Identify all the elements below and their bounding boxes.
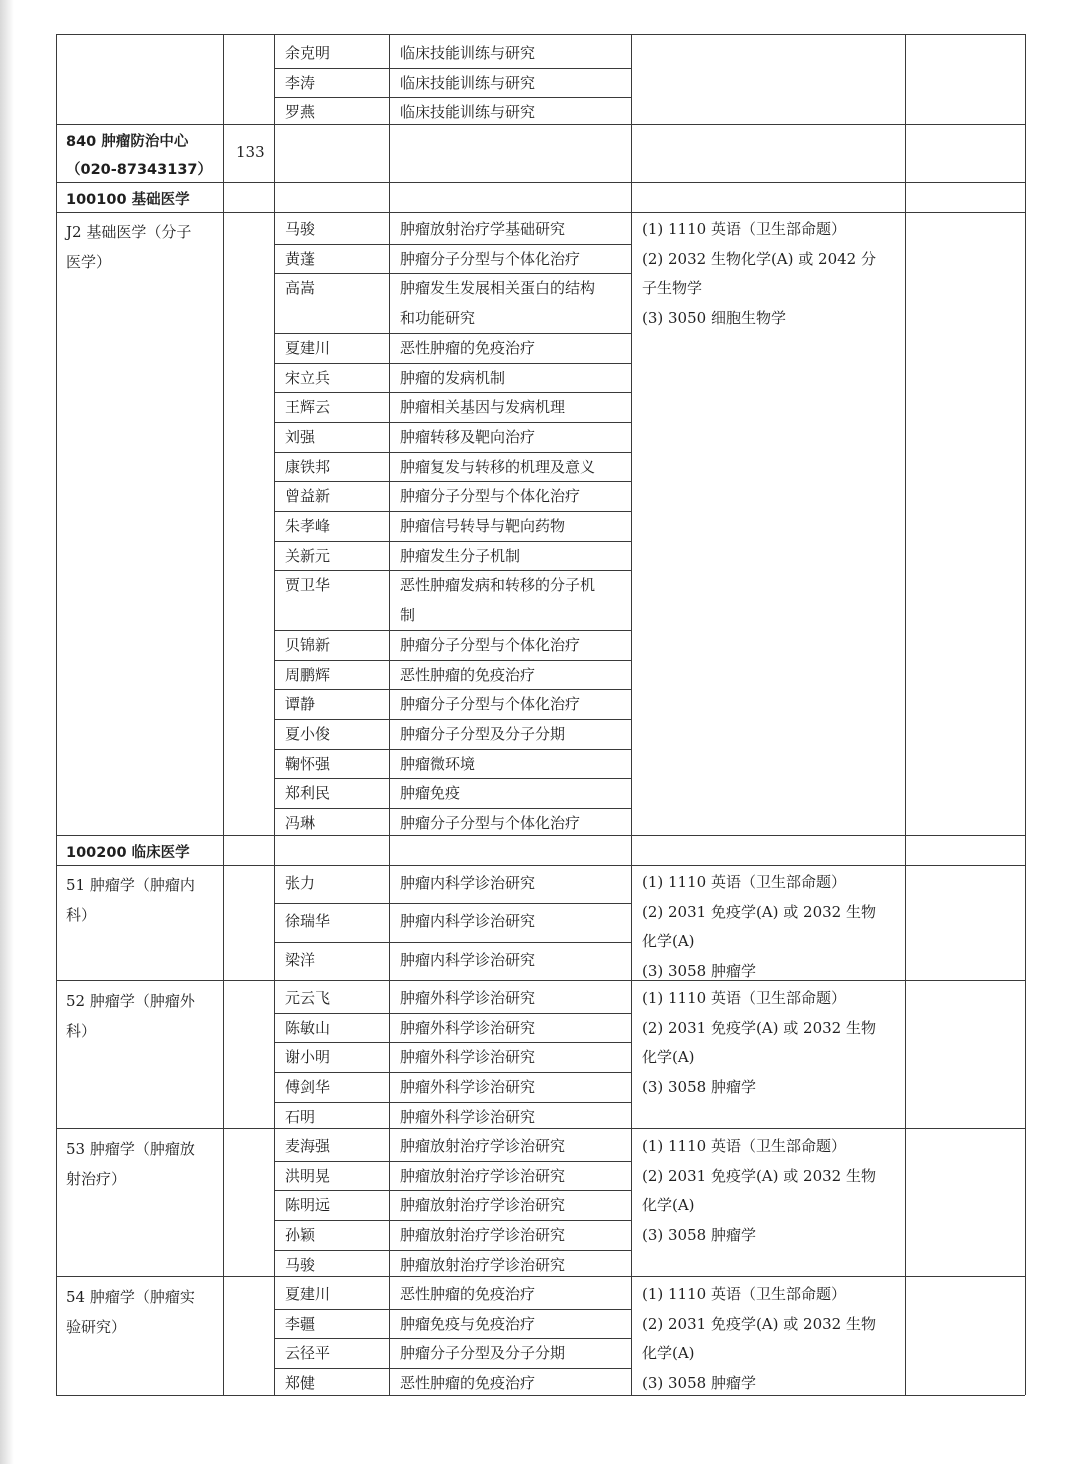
major-name: J2 基础医学（分子 — [66, 223, 192, 241]
major-name: 科） — [66, 1021, 97, 1040]
exam-subject: 子生物学 — [642, 279, 703, 298]
tutor-name: 曾益新 — [285, 487, 331, 506]
research-direction: 肿瘤放射治疗学诊治研究 — [400, 1166, 566, 1185]
tutor-name: 夏建川 — [285, 1285, 331, 1303]
research-direction: 肿瘤分子分型与个体化治疗 — [400, 249, 581, 268]
exam-subject: (3) 3058 肿瘤学 — [642, 1226, 756, 1245]
exam-subject: (1) 1110 英语（卫生部命题） — [642, 220, 846, 238]
tutor-name: 徐瑞华 — [285, 912, 331, 930]
major-name: 52 肿瘤学（肿瘤外 — [66, 992, 195, 1010]
tutor-name: 王辉云 — [285, 398, 331, 417]
exam-subject: (3) 3050 细胞生物学 — [642, 309, 786, 328]
tutor-name: 宋立兵 — [285, 368, 331, 387]
research-direction: 肿瘤复发与转移的机理及意义 — [400, 457, 596, 476]
research-direction: 肿瘤转移及靶向治疗 — [400, 427, 536, 446]
tutor-name: 贾卫华 — [285, 576, 331, 595]
tutor-name: 关新元 — [285, 546, 331, 565]
tutor-name: 石明 — [285, 1107, 316, 1126]
major-name: 科） — [66, 905, 97, 924]
column-rule-1 — [223, 34, 224, 1395]
exam-subject: (2) 2032 生物化学(A) 或 2042 分 — [642, 249, 876, 268]
tutor-name: 马骏 — [285, 1255, 316, 1274]
research-direction: 恶性肿瘤的免疫治疗 — [400, 338, 536, 357]
research-direction: 肿瘤分子分型与个体化治疗 — [400, 814, 581, 832]
research-direction: 肿瘤放射治疗学诊治研究 — [400, 1137, 566, 1155]
exam-subject: (1) 1110 英语（卫生部命题） — [642, 1285, 846, 1303]
center-phone: （020-87343137） — [66, 162, 212, 178]
tutor-name: 马骏 — [285, 220, 316, 238]
research-direction: 肿瘤免疫与免疫治疗 — [400, 1314, 536, 1333]
research-direction: 肿瘤外科学诊治研究 — [400, 1048, 536, 1067]
exam-subject: 化学(A) — [642, 1344, 695, 1363]
exam-subject: 化学(A) — [642, 932, 695, 951]
exam-subject: (3) 3058 肿瘤学 — [642, 1078, 756, 1097]
exam-subject: 化学(A) — [642, 1196, 695, 1215]
tutor-name: 李疆 — [285, 1314, 316, 1333]
exam-subject: (1) 1110 英语（卫生部命题） — [642, 989, 846, 1007]
research-direction: 肿瘤信号转导与靶向药物 — [400, 517, 566, 535]
section-rule — [56, 865, 1025, 866]
research-direction: 肿瘤内科学诊治研究 — [400, 874, 536, 892]
exam-subject: (3) 3058 肿瘤学 — [642, 1374, 756, 1393]
tutor-name: 梁洋 — [285, 951, 316, 969]
research-direction: 肿瘤分子分型与个体化治疗 — [400, 487, 581, 506]
tutor-name: 麦海强 — [285, 1137, 331, 1155]
research-direction: 肿瘤放射治疗学基础研究 — [400, 220, 566, 238]
research-direction: 肿瘤放射治疗学诊治研究 — [400, 1255, 566, 1274]
tutor-name: 郑利民 — [285, 784, 331, 803]
section-rule — [56, 124, 1025, 125]
tutor-name: 黄蓬 — [285, 249, 316, 268]
tutor-name: 谢小明 — [285, 1048, 331, 1067]
tutor-name: 谭静 — [285, 695, 316, 714]
research-direction: 肿瘤外科学诊治研究 — [400, 1018, 536, 1037]
tutor-name: 夏建川 — [285, 338, 331, 357]
research-direction: 制 — [400, 606, 416, 625]
tutor-name: 孙颖 — [285, 1226, 316, 1245]
table-bottom-rule — [56, 1395, 1025, 1396]
research-direction: 肿瘤分子分型及分子分期 — [400, 724, 566, 743]
exam-subject: 化学(A) — [642, 1048, 695, 1067]
tutor-name: 高嵩 — [285, 279, 316, 298]
tutor-name: 陈明远 — [285, 1196, 331, 1215]
exam-subject: (2) 2031 免疫学(A) 或 2032 生物 — [642, 1166, 876, 1185]
research-direction: 恶性肿瘤发病和转移的分子机 — [400, 576, 596, 595]
tutor-name: 冯琳 — [285, 814, 316, 832]
tutor-name: 洪明晃 — [285, 1166, 331, 1185]
major-name: 54 肿瘤学（肿瘤实 — [66, 1288, 195, 1306]
tutor-name: 云径平 — [285, 1344, 331, 1363]
tutor-name: 傅剑华 — [285, 1078, 331, 1097]
exam-subject: (1) 1110 英语（卫生部命题） — [642, 1137, 846, 1155]
research-direction: 恶性肿瘤的免疫治疗 — [400, 1285, 536, 1303]
tutor-name: 鞠怀强 — [285, 754, 331, 773]
exam-subject: (2) 2031 免疫学(A) 或 2032 生物 — [642, 902, 876, 921]
tutor-name: 贝锦新 — [285, 635, 331, 654]
tutor-name: 元云飞 — [285, 989, 331, 1007]
tutor-name: 余克明 — [285, 44, 331, 62]
major-heading: 100100 基础医学 — [66, 192, 190, 208]
center-name: 840 肿瘤防治中心 — [66, 134, 189, 150]
major-name: 51 肿瘤学（肿瘤内 — [66, 876, 195, 894]
research-direction: 肿瘤外科学诊治研究 — [400, 1107, 536, 1126]
major-heading: 100200 临床医学 — [66, 845, 190, 861]
tutor-row-rule — [274, 903, 631, 904]
tutor-name: 陈敏山 — [285, 1018, 331, 1037]
major-name: 射治疗） — [66, 1169, 127, 1188]
research-direction: 肿瘤的发病机制 — [400, 368, 506, 387]
major-name: 53 肿瘤学（肿瘤放 — [66, 1140, 195, 1158]
tutor-name: 刘强 — [285, 427, 316, 446]
research-direction: 肿瘤免疫 — [400, 784, 461, 803]
major-name: 验研究） — [66, 1317, 127, 1336]
research-direction: 和功能研究 — [400, 309, 476, 328]
research-direction: 恶性肿瘤的免疫治疗 — [400, 665, 536, 684]
column-rule-5 — [905, 34, 906, 1395]
research-direction: 恶性肿瘤的免疫治疗 — [400, 1374, 536, 1393]
tutor-row-rule — [274, 942, 631, 943]
section-rule — [56, 980, 1025, 981]
research-direction: 肿瘤内科学诊治研究 — [400, 951, 536, 969]
research-direction: 肿瘤微环境 — [400, 754, 476, 773]
enrollment-count: 133 — [236, 143, 265, 161]
research-direction: 肿瘤外科学诊治研究 — [400, 1078, 536, 1097]
research-direction: 肿瘤发生发展相关蛋白的结构 — [400, 279, 596, 298]
research-direction: 肿瘤分子分型与个体化治疗 — [400, 695, 581, 714]
research-direction: 肿瘤放射治疗学诊治研究 — [400, 1226, 566, 1245]
tutor-name: 周鹏辉 — [285, 665, 331, 684]
research-direction: 肿瘤分子分型及分子分期 — [400, 1344, 566, 1363]
tutor-name: 李涛 — [285, 73, 316, 92]
table-top-rule — [56, 34, 1025, 35]
research-direction: 肿瘤发生分子机制 — [400, 546, 521, 565]
research-direction: 肿瘤内科学诊治研究 — [400, 912, 536, 930]
research-direction: 临床技能训练与研究 — [400, 44, 536, 62]
tutor-name: 康铁邦 — [285, 457, 331, 476]
exam-subject: (2) 2031 免疫学(A) 或 2032 生物 — [642, 1018, 876, 1037]
exam-subject: (2) 2031 免疫学(A) 或 2032 生物 — [642, 1314, 876, 1333]
research-direction: 肿瘤放射治疗学诊治研究 — [400, 1196, 566, 1215]
exam-subject: (3) 3058 肿瘤学 — [642, 962, 756, 981]
section-rule — [56, 1128, 1025, 1129]
column-rule-0 — [56, 34, 57, 1395]
research-direction: 肿瘤外科学诊治研究 — [400, 989, 536, 1007]
tutor-name: 郑健 — [285, 1374, 316, 1393]
tutor-name: 夏小俊 — [285, 724, 331, 743]
tutor-name: 张力 — [285, 874, 316, 892]
research-direction: 肿瘤分子分型与个体化治疗 — [400, 635, 581, 654]
research-direction: 肿瘤相关基因与发病机理 — [400, 398, 566, 417]
section-rule — [56, 835, 1025, 836]
tutor-name: 罗燕 — [285, 103, 316, 122]
column-rule-4 — [631, 34, 632, 1395]
research-direction: 临床技能训练与研究 — [400, 73, 536, 92]
section-rule — [56, 182, 1025, 183]
research-direction: 临床技能训练与研究 — [400, 103, 536, 122]
section-rule — [56, 212, 1025, 213]
column-rule-6 — [1025, 34, 1026, 1395]
section-rule — [56, 1276, 1025, 1277]
major-name: 医学） — [66, 252, 112, 271]
tutor-name: 朱孝峰 — [285, 517, 331, 535]
exam-subject: (1) 1110 英语（卫生部命题） — [642, 873, 846, 891]
